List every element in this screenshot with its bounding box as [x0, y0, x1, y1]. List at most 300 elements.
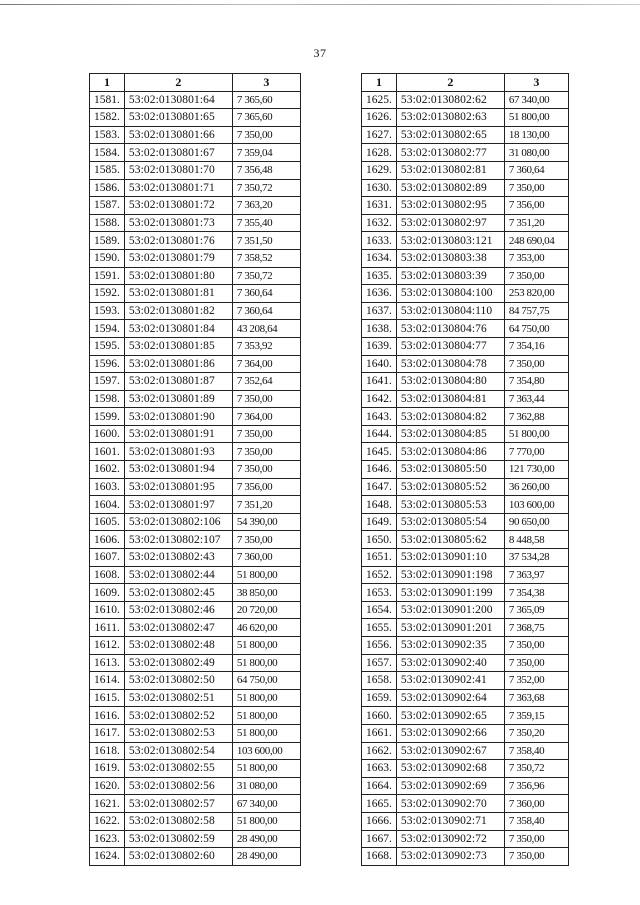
area-value: 51 800,00: [232, 760, 300, 778]
row-number: 1666.: [362, 812, 397, 830]
table-row: [90, 390, 301, 408]
row-number: 1624.: [90, 848, 125, 866]
table-row: [90, 654, 301, 672]
cadastral-number: 53:02:0130801:76: [124, 232, 232, 250]
table-row: [90, 337, 301, 355]
area-value: 51 800,00: [232, 724, 300, 742]
row-number: 1585.: [90, 161, 125, 179]
area-value: 51 800,00: [232, 654, 300, 672]
cadastral-number: 53:02:0130803:39: [396, 267, 504, 285]
area-value: 7 350,00: [232, 443, 300, 461]
column-header-1: 1: [90, 74, 125, 92]
row-number: 1581.: [90, 91, 125, 109]
cadastral-number: 53:02:0130902:65: [396, 707, 504, 725]
cadastral-number: 53:02:0130805:62: [396, 531, 504, 549]
table-row: [90, 777, 301, 795]
row-number: 1644.: [362, 425, 397, 443]
table-row: [90, 408, 301, 426]
area-value: 54 390,00: [232, 513, 300, 531]
row-number: 1594.: [90, 320, 125, 338]
cadastral-number: 53:02:0130802:44: [124, 566, 232, 584]
area-value: 46 620,00: [232, 619, 300, 637]
cadastral-number: 53:02:0130902:35: [396, 637, 504, 655]
cadastral-number: 53:02:0130802:60: [124, 848, 232, 866]
row-number: 1625.: [362, 91, 397, 109]
table-row: [362, 724, 569, 742]
table-row: [90, 795, 301, 813]
cadastral-number: 53:02:0130802:56: [124, 777, 232, 795]
row-number: 1653.: [362, 584, 397, 602]
cadastral-number: 53:02:0130801:94: [124, 461, 232, 479]
row-number: 1614.: [90, 672, 125, 690]
table-row: [362, 144, 569, 162]
row-number: 1655.: [362, 619, 397, 637]
cadastral-number: 53:02:0130805:52: [396, 478, 504, 496]
right-table-body: [362, 91, 569, 865]
table-row: [362, 408, 569, 426]
area-value: 43 208,64: [232, 320, 300, 338]
table-row: [90, 496, 301, 514]
table-row: [362, 742, 569, 760]
cadastral-number: 53:02:0130802:58: [124, 812, 232, 830]
cadastral-number: 53:02:0130801:67: [124, 144, 232, 162]
row-number: 1643.: [362, 408, 397, 426]
cadastral-number: 53:02:0130805:54: [396, 513, 504, 531]
area-value: 7 350,00: [504, 830, 568, 848]
table-row: [362, 390, 569, 408]
cadastral-number: 53:02:0130902:67: [396, 742, 504, 760]
area-value: 38 850,00: [232, 584, 300, 602]
area-value: 7 358,40: [504, 742, 568, 760]
row-number: 1642.: [362, 390, 397, 408]
area-value: 7 350,00: [232, 531, 300, 549]
table-row: [362, 777, 569, 795]
table-row: [90, 707, 301, 725]
row-number: 1657.: [362, 654, 397, 672]
row-number: 1634.: [362, 249, 397, 267]
row-number: 1619.: [90, 760, 125, 778]
cadastral-number: 53:02:0130802:49: [124, 654, 232, 672]
table-row: [362, 161, 569, 179]
area-value: 7 354,38: [504, 584, 568, 602]
area-value: 7 350,00: [504, 355, 568, 373]
table-row: [90, 689, 301, 707]
row-number: 1600.: [90, 425, 125, 443]
area-value: 7 353,92: [232, 337, 300, 355]
area-value: 7 364,00: [232, 408, 300, 426]
area-value: 31 080,00: [504, 144, 568, 162]
table-row: [362, 619, 569, 637]
row-number: 1618.: [90, 742, 125, 760]
row-number: 1584.: [90, 144, 125, 162]
cadastral-number: 53:02:0130801:93: [124, 443, 232, 461]
row-number: 1638.: [362, 320, 397, 338]
table-row: [362, 513, 569, 531]
cadastral-number: 53:02:0130801:87: [124, 373, 232, 391]
area-value: 7 350,00: [232, 390, 300, 408]
table-row: [362, 707, 569, 725]
row-number: 1602.: [90, 461, 125, 479]
row-number: 1611.: [90, 619, 125, 637]
row-number: 1648.: [362, 496, 397, 514]
row-number: 1616.: [90, 707, 125, 725]
area-value: 67 340,00: [232, 795, 300, 813]
area-value: 7 359,04: [232, 144, 300, 162]
table-row: [362, 197, 569, 215]
table-row: [90, 584, 301, 602]
area-value: 7 365,60: [232, 109, 300, 127]
row-number: 1609.: [90, 584, 125, 602]
table-row: [90, 161, 301, 179]
cadastral-number: 53:02:0130802:62: [396, 91, 504, 109]
row-number: 1652.: [362, 566, 397, 584]
area-value: 31 080,00: [232, 777, 300, 795]
cadastral-number: 53:02:0130801:73: [124, 214, 232, 232]
cadastral-number: 53:02:0130801:95: [124, 478, 232, 496]
row-number: 1667.: [362, 830, 397, 848]
row-number: 1617.: [90, 724, 125, 742]
table-row: [90, 531, 301, 549]
area-value: 7 350,00: [232, 425, 300, 443]
row-number: 1640.: [362, 355, 397, 373]
table-row: [362, 654, 569, 672]
table-row: [362, 812, 569, 830]
table-row: [90, 461, 301, 479]
row-number: 1610.: [90, 601, 125, 619]
table-row: [362, 249, 569, 267]
row-number: 1603.: [90, 478, 125, 496]
area-value: 7 360,64: [232, 285, 300, 303]
row-number: 1590.: [90, 249, 125, 267]
area-value: 7 350,00: [232, 461, 300, 479]
cadastral-number: 53:02:0130804:81: [396, 390, 504, 408]
area-value: 7 360,64: [504, 161, 568, 179]
cadastral-number: 53:02:0130801:85: [124, 337, 232, 355]
area-value: 51 800,00: [232, 637, 300, 655]
area-value: 51 800,00: [232, 812, 300, 830]
table-row: [90, 760, 301, 778]
area-value: 7 351,50: [232, 232, 300, 250]
row-number: 1604.: [90, 496, 125, 514]
row-number: 1627.: [362, 126, 397, 144]
row-number: 1595.: [90, 337, 125, 355]
area-value: 7 364,00: [232, 355, 300, 373]
table-row: [362, 337, 569, 355]
row-number: 1649.: [362, 513, 397, 531]
row-number: 1601.: [90, 443, 125, 461]
table-row: [90, 637, 301, 655]
area-value: 7 356,00: [504, 197, 568, 215]
cadastral-number: 53:02:0130802:43: [124, 549, 232, 567]
cadastral-number: 53:02:0130802:48: [124, 637, 232, 655]
area-value: 7 356,96: [504, 777, 568, 795]
row-number: 1646.: [362, 461, 397, 479]
table-row: [90, 126, 301, 144]
row-number: 1631.: [362, 197, 397, 215]
area-value: 7 350,00: [504, 637, 568, 655]
header-row: [90, 74, 301, 92]
table-row: [362, 848, 569, 866]
row-number: 1633.: [362, 232, 397, 250]
table-row: [90, 232, 301, 250]
table-row: [90, 373, 301, 391]
cadastral-number: 53:02:0130803:38: [396, 249, 504, 267]
cadastral-number: 53:02:0130801:72: [124, 197, 232, 215]
row-number: 1659.: [362, 689, 397, 707]
row-number: 1620.: [90, 777, 125, 795]
table-row: [90, 724, 301, 742]
table-row: [362, 320, 569, 338]
area-value: 20 720,00: [232, 601, 300, 619]
cadastral-number: 53:02:0130802:63: [396, 109, 504, 127]
area-value: 7 360,00: [504, 795, 568, 813]
table-row: [90, 355, 301, 373]
row-number: 1663.: [362, 760, 397, 778]
table-row: [362, 830, 569, 848]
row-number: 1591.: [90, 267, 125, 285]
table-row: [90, 197, 301, 215]
table-row: [90, 549, 301, 567]
area-value: 36 260,00: [504, 478, 568, 496]
area-value: 7 350,00: [232, 126, 300, 144]
row-number: 1586.: [90, 179, 125, 197]
cadastral-number: 53:02:0130804:76: [396, 320, 504, 338]
cadastral-number: 53:02:0130804:77: [396, 337, 504, 355]
table-row: [90, 285, 301, 303]
row-number: 1607.: [90, 549, 125, 567]
area-value: 7 354,80: [504, 373, 568, 391]
table-row: [362, 355, 569, 373]
area-value: 51 800,00: [232, 707, 300, 725]
row-number: 1647.: [362, 478, 397, 496]
cadastral-number: 53:02:0130804:82: [396, 408, 504, 426]
table-row: [90, 619, 301, 637]
table-row: [90, 179, 301, 197]
row-number: 1592.: [90, 285, 125, 303]
cadastral-number: 53:02:0130805:53: [396, 496, 504, 514]
row-number: 1629.: [362, 161, 397, 179]
cadastral-number: 53:02:0130802:81: [396, 161, 504, 179]
area-value: 7 352,64: [232, 373, 300, 391]
row-number: 1665.: [362, 795, 397, 813]
row-number: 1582.: [90, 109, 125, 127]
area-value: 7 355,40: [232, 214, 300, 232]
area-value: 51 800,00: [504, 109, 568, 127]
table-row: [90, 214, 301, 232]
area-value: 103 600,00: [504, 496, 568, 514]
cadastral-number: 53:02:0130901:201: [396, 619, 504, 637]
cadastral-number: 53:02:0130801:82: [124, 302, 232, 320]
table-row: [362, 373, 569, 391]
row-number: 1612.: [90, 637, 125, 655]
table-row: [362, 302, 569, 320]
table-row: [362, 461, 569, 479]
row-number: 1621.: [90, 795, 125, 813]
cadastral-number: 53:02:0130902:41: [396, 672, 504, 690]
area-value: 28 490,00: [232, 848, 300, 866]
table-row: [362, 672, 569, 690]
cadastral-number: 53:02:0130902:72: [396, 830, 504, 848]
area-value: 7 368,75: [504, 619, 568, 637]
top-scan-rule: [0, 4, 640, 5]
cadastral-number: 53:02:0130801:66: [124, 126, 232, 144]
area-value: 7 350,00: [504, 179, 568, 197]
row-number: 1641.: [362, 373, 397, 391]
table-row: [362, 689, 569, 707]
area-value: 7 350,20: [504, 724, 568, 742]
table-row: [90, 443, 301, 461]
area-value: 7 362,88: [504, 408, 568, 426]
table-row: [90, 109, 301, 127]
cadastral-number: 53:02:0130801:86: [124, 355, 232, 373]
cadastral-number: 53:02:0130802:51: [124, 689, 232, 707]
area-value: 7 359,15: [504, 707, 568, 725]
row-number: 1587.: [90, 197, 125, 215]
table-row: [90, 267, 301, 285]
row-number: 1630.: [362, 179, 397, 197]
cadastral-number: 53:02:0130801:79: [124, 249, 232, 267]
cadastral-number: 53:02:0130804:86: [396, 443, 504, 461]
cadastral-number: 53:02:0130802:77: [396, 144, 504, 162]
table-row: [90, 144, 301, 162]
area-value: 64 750,00: [504, 320, 568, 338]
cadastral-number: 53:02:0130902:64: [396, 689, 504, 707]
row-number: 1639.: [362, 337, 397, 355]
table-row: [362, 267, 569, 285]
cadastral-number: 53:02:0130802:54: [124, 742, 232, 760]
row-number: 1605.: [90, 513, 125, 531]
area-value: 7 363,68: [504, 689, 568, 707]
area-value: 84 757,75: [504, 302, 568, 320]
area-value: 7 358,40: [504, 812, 568, 830]
table-row: [362, 478, 569, 496]
area-value: 90 650,00: [504, 513, 568, 531]
cadastral-number: 53:02:0130901:199: [396, 584, 504, 602]
cadastral-number: 53:02:0130802:50: [124, 672, 232, 690]
area-value: 7 358,52: [232, 249, 300, 267]
row-number: 1593.: [90, 302, 125, 320]
table-row: [90, 566, 301, 584]
cadastral-number: 53:02:0130901:200: [396, 601, 504, 619]
area-value: 7 350,72: [232, 179, 300, 197]
cadastral-number: 53:02:0130802:89: [396, 179, 504, 197]
area-value: 28 490,00: [232, 830, 300, 848]
row-number: 1583.: [90, 126, 125, 144]
table-row: [362, 584, 569, 602]
cadastral-number: 53:02:0130804:78: [396, 355, 504, 373]
cadastral-number: 53:02:0130801:90: [124, 408, 232, 426]
cadastral-number: 53:02:0130902:68: [396, 760, 504, 778]
area-value: 7 365,09: [504, 601, 568, 619]
area-value: 253 820,00: [504, 285, 568, 303]
area-value: 121 730,00: [504, 461, 568, 479]
area-value: 7 363,44: [504, 390, 568, 408]
cadastral-number: 53:02:0130801:70: [124, 161, 232, 179]
area-value: 7 365,60: [232, 91, 300, 109]
cadastral-number: 53:02:0130804:80: [396, 373, 504, 391]
page-number: 37: [313, 46, 327, 60]
column-header-2: 2: [396, 74, 504, 92]
cadastral-number: 53:02:0130901:198: [396, 566, 504, 584]
area-value: 7 351,20: [504, 214, 568, 232]
row-number: 1656.: [362, 637, 397, 655]
row-number: 1664.: [362, 777, 397, 795]
row-number: 1608.: [90, 566, 125, 584]
cadastral-number: 53:02:0130902:69: [396, 777, 504, 795]
area-value: 103 600,00: [232, 742, 300, 760]
cadastral-number: 53:02:0130802:57: [124, 795, 232, 813]
column-header-2: 2: [124, 74, 232, 92]
cadastral-number: 53:02:0130801:71: [124, 179, 232, 197]
row-number: 1623.: [90, 830, 125, 848]
row-number: 1588.: [90, 214, 125, 232]
table-row: [362, 126, 569, 144]
row-number: 1635.: [362, 267, 397, 285]
header-row: [362, 74, 569, 92]
table-row: [90, 812, 301, 830]
cadastral-number: 53:02:0130801:89: [124, 390, 232, 408]
cadastral-number: 53:02:0130902:71: [396, 812, 504, 830]
table-row: [90, 249, 301, 267]
table-row: [90, 91, 301, 109]
table-row: [362, 531, 569, 549]
cadastral-number: 53:02:0130802:106: [124, 513, 232, 531]
area-value: 7 352,00: [504, 672, 568, 690]
row-number: 1645.: [362, 443, 397, 461]
area-value: 7 363,97: [504, 566, 568, 584]
row-number: 1654.: [362, 601, 397, 619]
table-row: [362, 91, 569, 109]
cadastral-number: 53:02:0130902:40: [396, 654, 504, 672]
area-value: 51 800,00: [232, 566, 300, 584]
cadastral-number: 53:02:0130902:70: [396, 795, 504, 813]
right-table: [361, 73, 569, 866]
cadastral-number: 53:02:0130801:64: [124, 91, 232, 109]
table-row: [90, 601, 301, 619]
row-number: 1650.: [362, 531, 397, 549]
cadastral-number: 53:02:0130801:97: [124, 496, 232, 514]
left-table-body: [90, 91, 301, 865]
cadastral-number: 53:02:0130804:100: [396, 285, 504, 303]
area-value: 64 750,00: [232, 672, 300, 690]
table-row: [90, 320, 301, 338]
table-row: [362, 285, 569, 303]
row-number: 1660.: [362, 707, 397, 725]
area-value: 7 360,64: [232, 302, 300, 320]
table-row: [90, 742, 301, 760]
cadastral-number: 53:02:0130901:10: [396, 549, 504, 567]
row-number: 1598.: [90, 390, 125, 408]
cadastral-number: 53:02:0130803:121: [396, 232, 504, 250]
row-number: 1596.: [90, 355, 125, 373]
area-value: 7 354,16: [504, 337, 568, 355]
cadastral-number: 53:02:0130801:91: [124, 425, 232, 443]
column-header-3: 3: [504, 74, 568, 92]
table-row: [362, 179, 569, 197]
cadastral-number: 53:02:0130804:110: [396, 302, 504, 320]
area-value: 7 350,00: [504, 267, 568, 285]
row-number: 1615.: [90, 689, 125, 707]
area-value: 7 351,20: [232, 496, 300, 514]
area-value: 7 353,00: [504, 249, 568, 267]
table-row: [90, 672, 301, 690]
row-number: 1661.: [362, 724, 397, 742]
table-row: [362, 214, 569, 232]
area-value: 7 363,20: [232, 197, 300, 215]
row-number: 1662.: [362, 742, 397, 760]
area-value: 18 130,00: [504, 126, 568, 144]
cadastral-number: 53:02:0130902:73: [396, 848, 504, 866]
